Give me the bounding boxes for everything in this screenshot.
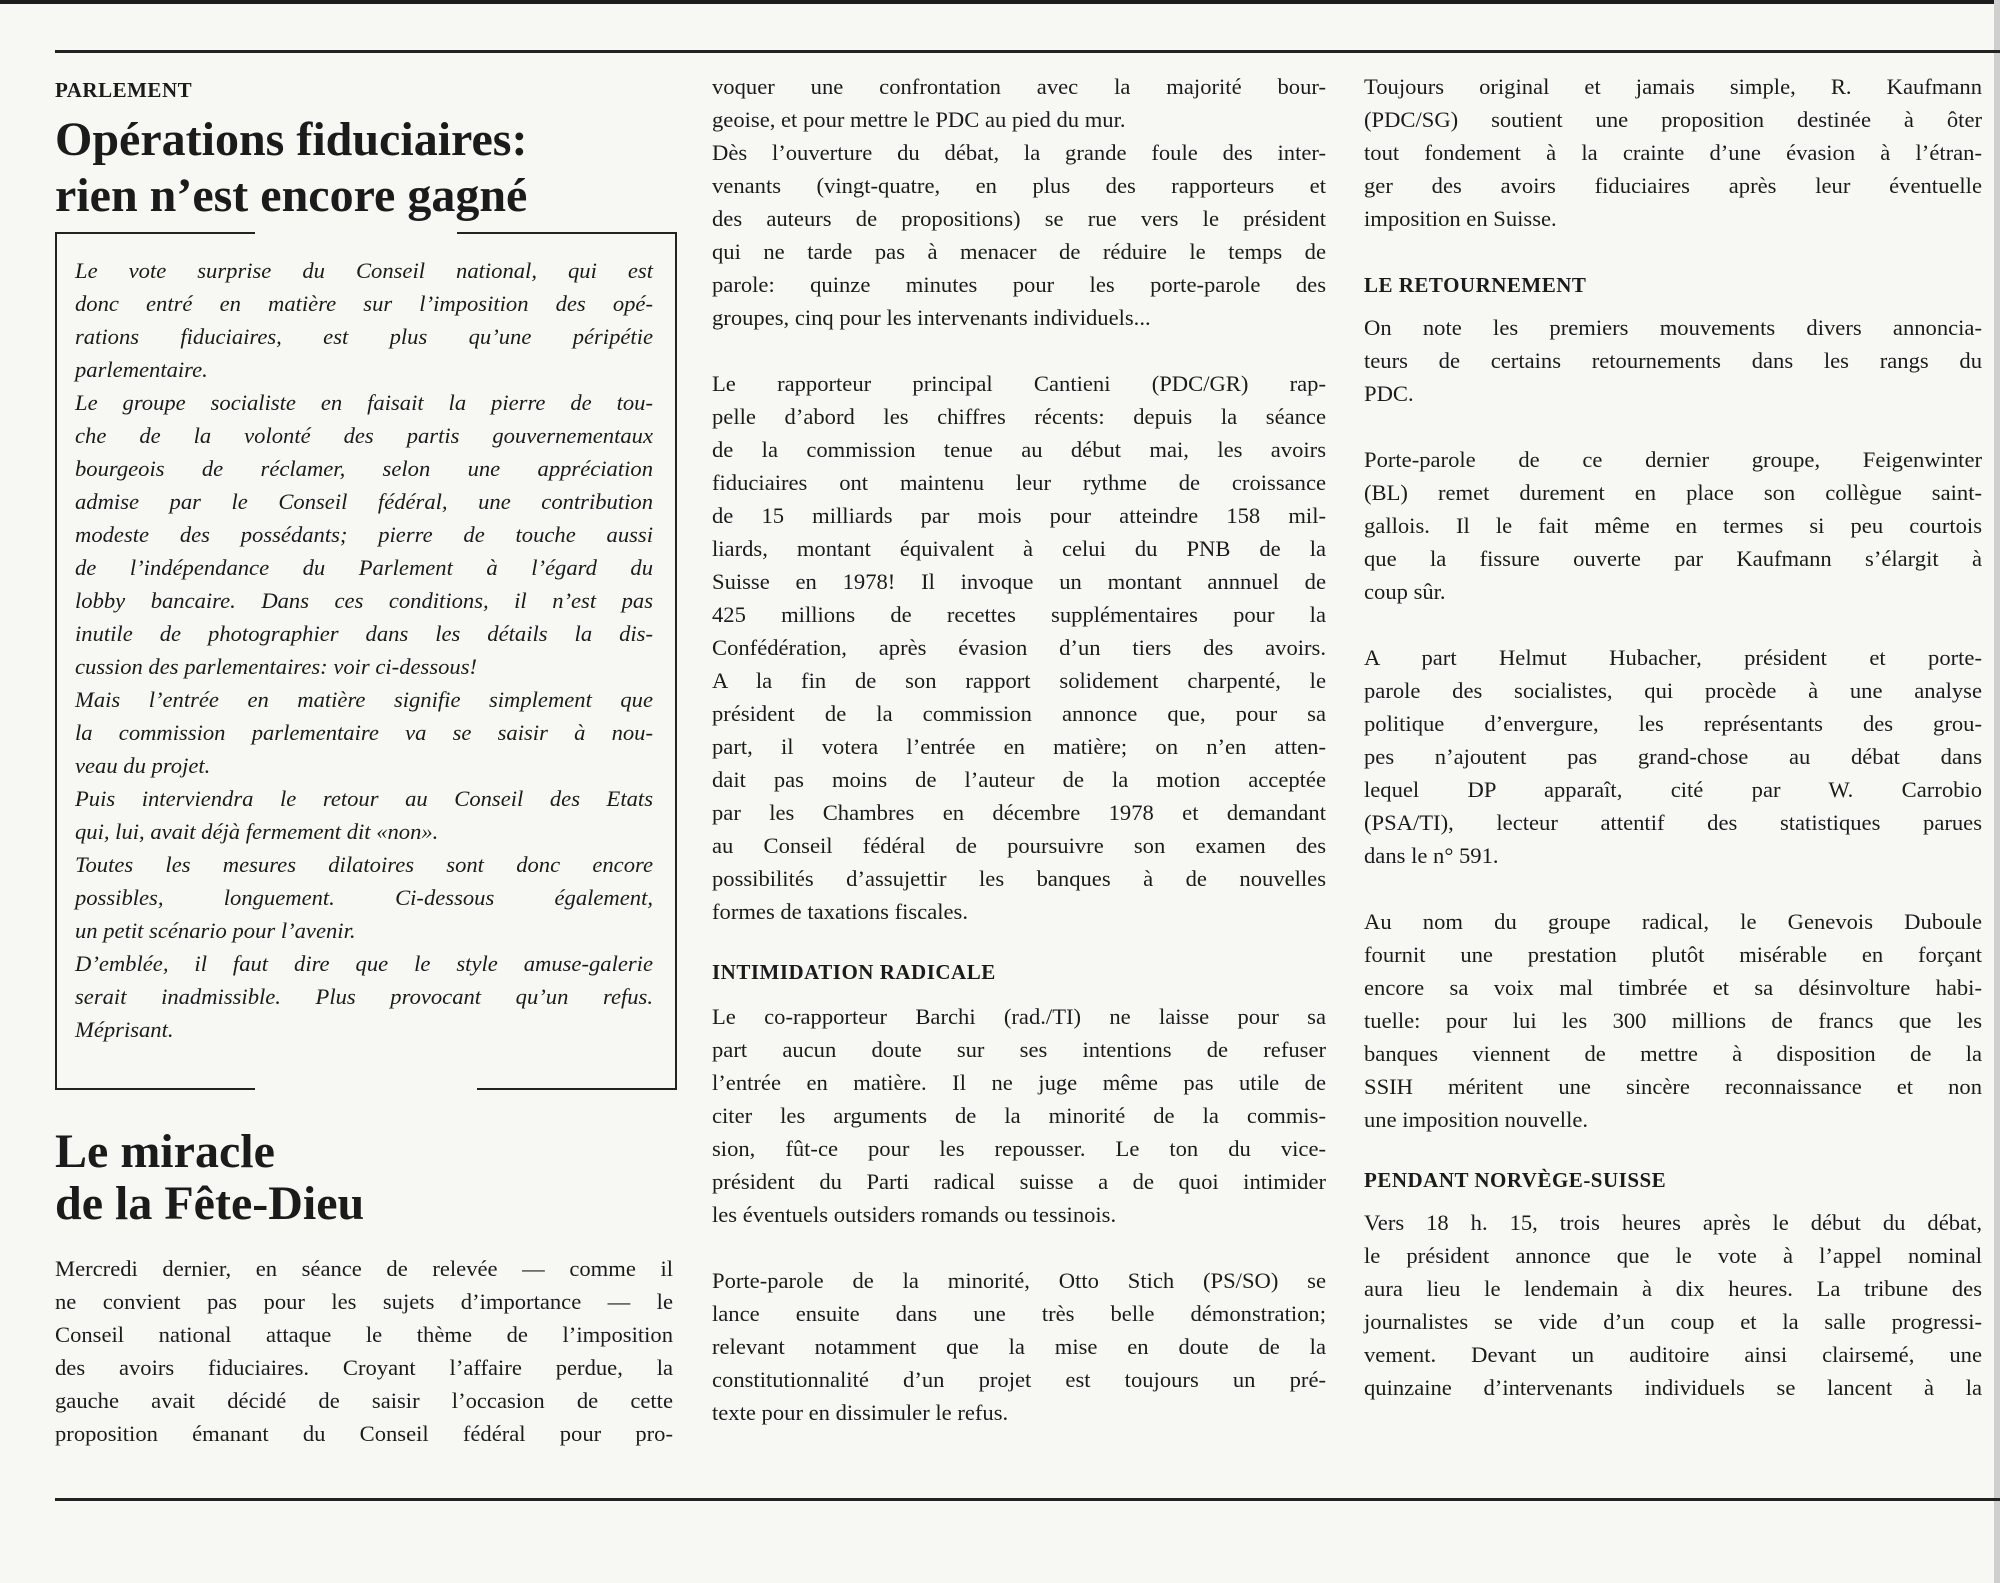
body-line: fournit une prestation plutôt misérable en forçant (1364, 942, 1982, 967)
page-right-edge (1994, 0, 2000, 1583)
body-line: parole des socialistes, qui procède à une analyse (1364, 678, 1982, 703)
body-line: de 15 milliards par mois pour atteindre 158 mil- (712, 503, 1326, 528)
paragraph (712, 70, 1326, 334)
body-line: imposition en Suisse. (1364, 206, 1557, 231)
body-line: liards, montant équivalent à celui du PNB de la (712, 536, 1326, 561)
box-line: un petit scénario pour l’avenir. (75, 918, 356, 943)
body-line: que la fissure ouverte par Kaufmann s’élargit à (1364, 546, 1982, 571)
body-line: coup sûr. (1364, 579, 1446, 604)
body-line: Vers 18 h. 15, trois heures après le début du débat, (1364, 1210, 1982, 1235)
paragraph (712, 1264, 1326, 1429)
article-headline-2 (55, 1126, 673, 1230)
body-line: le président annonce que le vote à l’appel nominal (1364, 1243, 1982, 1268)
body-line: Confédération, après évasion d’un tiers des avoirs. (712, 635, 1326, 660)
body-line: Conseil national attaque le thème de l’imposition (55, 1322, 673, 1347)
body-line: voquer une confrontation avec la majorité bour- (712, 74, 1326, 99)
body-line: président de la commission annonce que, pour sa (712, 701, 1326, 726)
body-line: Porte-parole de la minorité, Otto Stich (PS/SO) se (712, 1268, 1326, 1293)
kicker: PARLEMENT (55, 78, 193, 102)
body-line: part, il votera l’entrée en matière; on n’en atten- (712, 734, 1326, 759)
body-line: groupes, cinq pour les intervenants individuels... (712, 305, 1151, 330)
body-line: banques viennent de mettre à disposition de la (1364, 1041, 1982, 1066)
box-line: bourgeois de réclamer, selon une appréciation (75, 456, 653, 481)
body-line: SSIH méritent une sincère reconnaissance et non (1364, 1074, 1982, 1099)
box-line: modeste des possédants; pierre de touche aussi (75, 522, 653, 547)
column-3 (1364, 70, 1982, 1404)
paragraph (712, 367, 1326, 928)
body-line: PDC. (1364, 381, 1414, 406)
body-line: les éventuels outsiders romands ou tessinois. (712, 1202, 1117, 1227)
box-line: Toutes les mesures dilatoires sont donc encore (75, 852, 653, 877)
body-line: teurs de certains retournements dans les rangs du (1364, 348, 1982, 373)
paragraph (1364, 70, 1982, 235)
body-line: journalistes se vide d’un coup et la salle progressi- (1364, 1309, 1982, 1334)
body-line: Le rapporteur principal Cantieni (PDC/GR) rap- (712, 371, 1326, 396)
box-line: Puis interviendra le retour au Conseil des Etats (75, 786, 653, 811)
intro-box (55, 232, 675, 1092)
box-line: Le vote surprise du Conseil national, qui est (75, 258, 653, 283)
column-1 (55, 70, 673, 1450)
headline-line: Le miracle (55, 1125, 275, 1178)
box-line: admise par le Conseil fédéral, une contribution (75, 489, 653, 514)
body-line: président du Parti radical suisse a de quoi intimider (712, 1169, 1326, 1194)
box-line: cussion des parlementaires: voir ci-dessous! (75, 654, 478, 679)
body-line: politique d’envergure, les représentants des grou- (1364, 711, 1982, 736)
section-title: LE RETOURNEMENT (1364, 273, 1587, 297)
paragraph (1364, 1206, 1982, 1404)
body-line: de la commission tenue au début mai, les avoirs (712, 437, 1326, 462)
body-line: Mercredi dernier, en séance de relevée — comme il (55, 1256, 673, 1281)
body-line: aura lieu le lendemain à dix heures. La tribune des (1364, 1276, 1982, 1301)
body-line: Le co-rapporteur Barchi (rad./TI) ne laisse pour sa (712, 1004, 1326, 1029)
body-line: lequel DP apparaît, cité par W. Carrobio (1364, 777, 1982, 802)
body-line: encore sa voix mal timbrée et sa désinvolture habi- (1364, 975, 1982, 1000)
body-line: qui ne tarde pas à menacer de réduire le temps de (712, 239, 1326, 264)
body-line: des avoirs fiduciaires. Croyant l’affaire perdue, la (55, 1355, 673, 1380)
body-line: (PDC/SG) soutient une proposition destinée à ôter (1364, 107, 1982, 132)
body-line: texte pour en dissimuler le refus. (712, 1400, 1009, 1425)
body-line: par les Chambres en décembre 1978 et demandant (712, 800, 1326, 825)
box-line: D’emblée, il faut dire que le style amuse-galerie (75, 951, 653, 976)
body-line: tuelle: pour lui les 300 millions de francs que les (1364, 1008, 1982, 1033)
body-line: dait pas moins de l’auteur de la motion acceptée (712, 767, 1326, 792)
body-line: tout fondement à la crainte d’une évasion à l’étran- (1364, 140, 1982, 165)
box-line: possibles, longuement. Ci-dessous également, (75, 885, 653, 910)
body-line: Dès l’ouverture du débat, la grande foule des inter- (712, 140, 1326, 165)
body-line: citer les arguments de la minorité de la commis- (712, 1103, 1326, 1128)
body-line: des auteurs de propositions) se rue vers le président (712, 206, 1326, 231)
body-line: lance ensuite dans une très belle démonstration; (712, 1301, 1326, 1326)
box-line: inutile de photographier dans les détails la dis- (75, 621, 653, 646)
body-line: gallois. Il le fait même en termes si peu courtois (1364, 513, 1982, 538)
headline-line: Opérations fiduciaires: (55, 113, 528, 166)
article-headline (55, 112, 673, 224)
body-line: l’entrée en matière. Il ne juge même pas utile de (712, 1070, 1326, 1095)
section-title: PENDANT NORVÈGE-SUISSE (1364, 1168, 1667, 1192)
box-line: serait inadmissible. Plus provocant qu’un refus. (75, 984, 653, 1009)
body-line: possibilités d’assujettir les banques à de nouvelles (712, 866, 1326, 891)
body-line: A la fin de son rapport solidement charpenté, le (712, 668, 1326, 693)
paragraph (1364, 905, 1982, 1136)
paragraph (1364, 311, 1982, 410)
body-line: constitutionnalité d’un projet est toujours un pré- (712, 1367, 1326, 1392)
body-line: proposition émanant du Conseil fédéral pour pro- (55, 1421, 673, 1446)
body-line: venants (vingt-quatre, en plus des rapporteurs et (712, 173, 1326, 198)
column-2 (712, 70, 1326, 1429)
body-line: ne convient pas pour les sujets d’importance — le (55, 1289, 673, 1314)
body-line: A part Helmut Hubacher, président et porte- (1364, 645, 1982, 670)
bottom-rule (55, 1498, 2000, 1501)
body-line: sion, fût-ce pour les repousser. Le ton du vice- (712, 1136, 1326, 1161)
body-line: dans le n° 591. (1364, 843, 1499, 868)
body-line: geoise, et pour mettre le PDC au pied du mur. (712, 107, 1126, 132)
body-line: part aucun doute sur ses intentions de refuser (712, 1037, 1326, 1062)
body-line: gauche avait décidé de saisir l’occasion de cette (55, 1388, 673, 1413)
body-line: pelle d’abord les chiffres récents: depuis la séance (712, 404, 1326, 429)
box-line: lobby bancaire. Dans ces conditions, il n’est pas (75, 588, 653, 613)
headline-line: rien n’est encore gagné (55, 169, 528, 222)
body-line: Toujours original et jamais simple, R. Kaufmann (1364, 74, 1982, 99)
paragraph (712, 1000, 1326, 1231)
body-line: au Conseil fédéral de poursuivre son examen des (712, 833, 1326, 858)
body-line: Suisse en 1978! Il invoque un montant annnuel de (712, 569, 1326, 594)
box-line: Méprisant. (75, 1017, 174, 1042)
box-line: rations fiduciaires, est plus qu’une péripétie (75, 324, 653, 349)
paragraph (1364, 641, 1982, 872)
body-line: Au nom du groupe radical, le Genevois Duboule (1364, 909, 1982, 934)
body-line: relevant notamment que la mise en doute de la (712, 1334, 1326, 1359)
box-line: che de la volonté des partis gouvernementaux (75, 423, 653, 448)
intro-box-text (75, 254, 653, 1046)
box-line: donc entré en matière sur l’imposition des opé- (75, 291, 653, 316)
body-line: une imposition nouvelle. (1364, 1107, 1589, 1132)
article-body-start (55, 1252, 673, 1450)
body-line: formes de taxations fiscales. (712, 899, 968, 924)
body-line: (PSA/TI), lecteur attentif des statistiques parues (1364, 810, 1982, 835)
body-line: pes n’ajoutent pas grand-chose au débat dans (1364, 744, 1982, 769)
box-line: veau du projet. (75, 753, 211, 778)
body-line: Porte-parole de ce dernier groupe, Feigenwinter (1364, 447, 1982, 472)
box-line: de l’indépendance du Parlement à l’égard du (75, 555, 653, 580)
box-line: Le groupe socialiste en faisait la pierre de tou- (75, 390, 653, 415)
box-line: la commission parlementaire va se saisir à nou- (75, 720, 653, 745)
box-line: parlementaire. (75, 357, 208, 382)
body-line: parole: quinze minutes pour les porte-parole des (712, 272, 1326, 297)
body-line: fiduciaires ont maintenu leur rythme de croissance (712, 470, 1326, 495)
box-line: qui, lui, avait déjà fermement dit «non». (75, 819, 439, 844)
body-line: 425 millions de recettes supplémentaires pour la (712, 602, 1326, 627)
top-rule (55, 50, 2000, 53)
body-line: quinzaine d’intervenants individuels se lancent à la (1364, 1375, 1982, 1400)
body-line: vement. Devant un auditoire ainsi clairsemé, une (1364, 1342, 1982, 1367)
body-line: ger des avoirs fiduciaires après leur éventuelle (1364, 173, 1982, 198)
box-line: Mais l’entrée en matière signifie simplement que (75, 687, 653, 712)
headline-line: de la Fête-Dieu (55, 1177, 365, 1230)
paragraph (1364, 443, 1982, 608)
page-top-edge (0, 0, 2000, 4)
body-line: On note les premiers mouvements divers annoncia- (1364, 315, 1982, 340)
body-line: (BL) remet durement en place son collègue saint- (1364, 480, 1982, 505)
section-title: INTIMIDATION RADICALE (712, 960, 996, 984)
